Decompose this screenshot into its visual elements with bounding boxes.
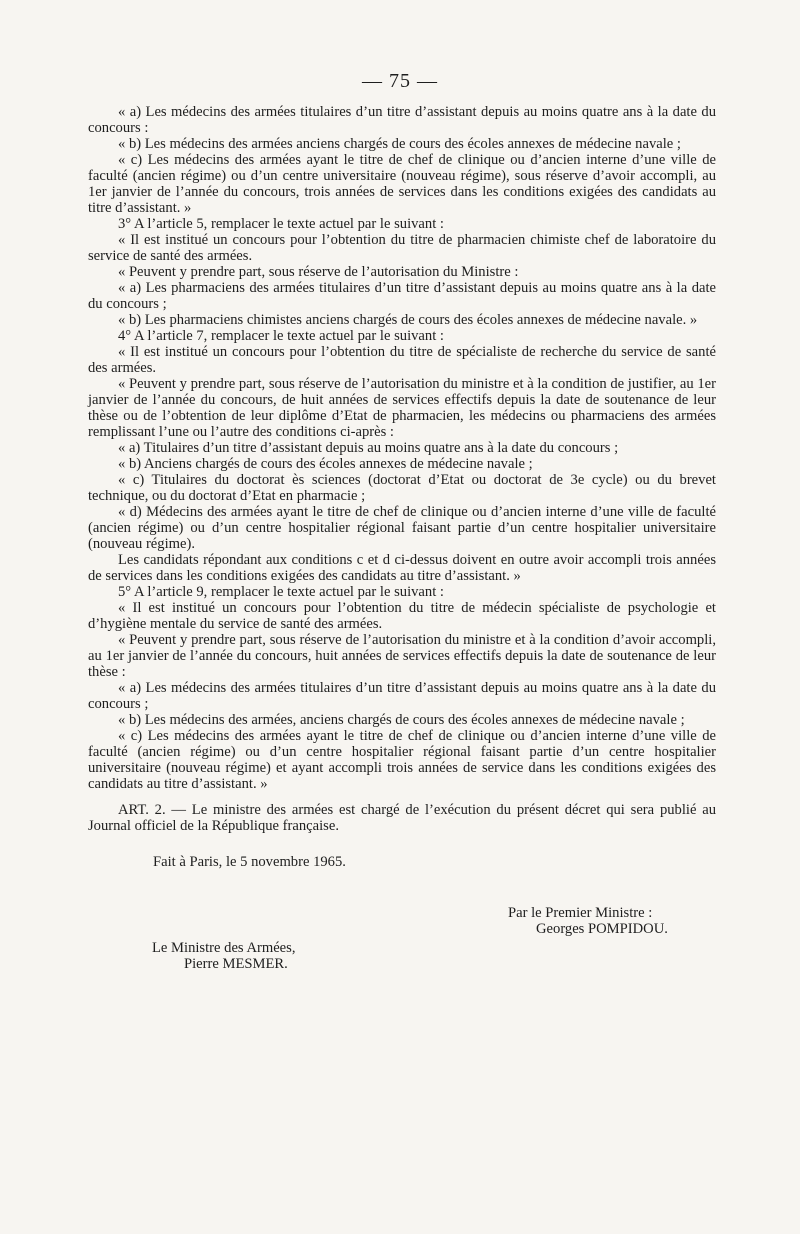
body-paragraph: Les candidats répondant aux conditions c et d ci-dessus doivent en outre avoir accompli trois années de services dans les conditions exigées des candidats au titre d’assistant. » <box>88 552 716 584</box>
body-paragraph: « Il est institué un concours pour l’obtention du titre de spécialiste de recherche du service de santé des armées. <box>88 344 716 376</box>
body-paragraph: « b) Les médecins des armées anciens chargés de cours des écoles annexes de médecine navale ; <box>118 136 681 152</box>
body-paragraph: « b) Les pharmaciens chimistes anciens chargés de cours des écoles annexes de médecine navale. » <box>118 312 698 328</box>
body-paragraph: 5° A l’article 9, remplacer le texte actuel par le suivant : <box>118 584 444 600</box>
body-paragraph: « a) Les pharmaciens des armées titulaires d’un titre d’assistant depuis au moins quatre ans à la date du concours ; <box>88 280 716 312</box>
body-paragraph: « Peuvent y prendre part, sous réserve de l’autorisation du Ministre : <box>118 264 519 280</box>
body-paragraph: « c) Les médecins des armées ayant le titre de chef de clinique ou d’ancien interne d’une ville de faculté (ancien régime) ou d’un centre universitaire (nouveau régime), sous réserve d’avoir accompli, au 1er janvier de l’année du concours, trois années de services dans les conditions exigées des candidats au titre d’assistant. » <box>88 152 716 216</box>
body-paragraph: « a) Titulaires d’un titre d’assistant depuis au moins quatre ans à la date du concours ; <box>118 440 619 456</box>
body-paragraph: « Il est institué un concours pour l’obtention du titre de pharmacien chimiste chef de laboratoire du service de santé des armées. <box>88 232 716 264</box>
body-paragraph: 4° A l’article 7, remplacer le texte actuel par le suivant : <box>118 328 444 344</box>
body-paragraph: « Peuvent y prendre part, sous réserve de l’autorisation du ministre et à la condition de justifier, au 1er janvier de l’année du concours, de huit années de services effectifs depuis la date de soutenance de leur thèse ou de l’obtention de leur diplôme d’Etat de pharmacien, les médecins ou pharmaciens des armées remplissant l’une ou l’autre des conditions ci-après : <box>88 376 716 440</box>
body-paragraph: « b) Anciens chargés de cours des écoles annexes de médecine navale ; <box>118 456 533 472</box>
body-paragraph: 3° A l’article 5, remplacer le texte actuel par le suivant : <box>118 216 444 232</box>
body-paragraph: « c) Titulaires du doctorat ès sciences (doctorat d’Etat ou doctorat de 3e cycle) ou du brevet technique, ou du doctorat d’Etat en pharmacie ; <box>88 472 716 504</box>
body-paragraph: « b) Les médecins des armées, anciens chargés de cours des écoles annexes de médecine navale ; <box>118 712 685 728</box>
body-paragraph: « d) Médecins des armées ayant le titre de chef de clinique ou d’ancien interne d’une ville de faculté (ancien régime) ou d’un centre hospitalier régional faisant partie d’un centre hospitalier universitaire (nouveau régime). <box>88 504 716 552</box>
signature-pm-name: Georges POMPIDOU. <box>536 921 668 937</box>
article-paragraph: ART. 2. — Le ministre des armées est chargé de l’exécution du présent décret qui sera publié au Journal officiel de la République française. <box>88 802 716 834</box>
signature-pm-title: Par le Premier Ministre : <box>508 905 653 921</box>
closing-line: Fait à Paris, le 5 novembre 1965. <box>153 854 346 870</box>
body-paragraph: « Peuvent y prendre part, sous réserve de l’autorisation du ministre et à la condition d’avoir accompli, au 1er janvier de l’année du concours, huit années de services effectifs depuis la date de soutenance de leur thèse : <box>88 632 716 680</box>
body-paragraph: « c) Les médecins des armées ayant le titre de chef de clinique ou d’ancien interne d’une ville de faculté (ancien régime) ou d’un centre hospitalier régional faisant partie d’un centre hospitalier universitaire (nouveau régime) et ayant accompli trois années de service dans les conditions exigées des candidats au titre d’assistant. » <box>88 728 716 792</box>
decree-body <box>88 104 716 870</box>
page-number: — 75 — <box>362 70 438 92</box>
body-paragraph: « a) Les médecins des armées titulaires d’un titre d’assistant depuis au moins quatre ans à la date du concours : <box>88 104 716 136</box>
body-paragraph: « a) Les médecins des armées titulaires d’un titre d’assistant depuis au moins quatre ans à la date du concours ; <box>88 680 716 712</box>
signature-prime-minister <box>508 905 668 937</box>
signature-minister-title: Le Ministre des Armées, <box>152 940 296 956</box>
signature-minister-name: Pierre MESMER. <box>184 956 288 972</box>
body-paragraph: « Il est institué un concours pour l’obtention du titre de médecin spécialiste de psychologie et d’hygiène mentale du service de santé des armées. <box>88 600 716 632</box>
signature-minister <box>152 940 295 972</box>
